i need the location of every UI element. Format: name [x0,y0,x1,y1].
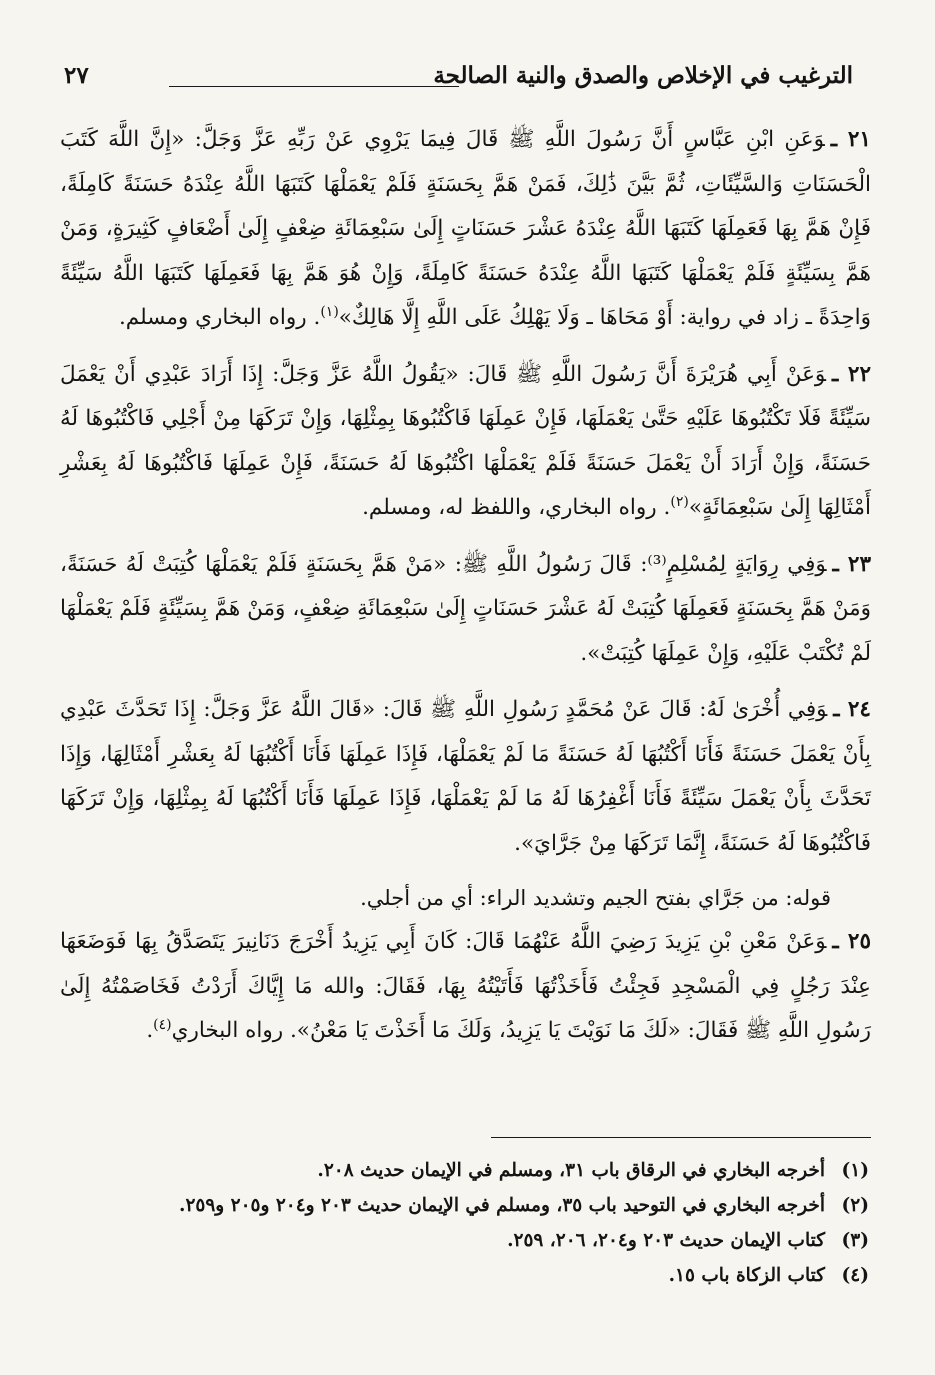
hadith-text: وَعَنِ ابْنِ عَبَّاسٍ أَنَّ رَسُولَ اللَّهِ ﷺ قَالَ فِيمَا يَرْوِي عَنْ رَبِّهِ عَزَّ وَجَلَّ: «إِنَّ اللَّهَ كَتَبَ الْحَسَنَاتِ وَالسَّيِّئَاتِ، ثُمَّ بَيَّنَ ذَٰلِكَ، فَمَنْ هَمَّ بِحَسَنَةٍ فَلَمْ يَعْمَلْهَا كَتَبَهَا اللَّهُ عِنْدَهُ حَسَنَةً كَامِلَةً، فَإِنْ هَمَّ بِهَا فَعَمِلَهَا كَتَبَهَا اللَّهُ عِنْدَهُ عَشْرَ حَسَنَاتٍ إِلَىٰ سَبْعِمَائَةِ ضِعْفٍ إِلَىٰ أَضْعَافٍ كَثِيرَةٍ، وَمَنْ هَمَّ بِسَيِّئَةٍ فَلَمْ يَعْمَلْهَا كَتَبَهَا اللَّهُ عِنْدَهُ حَسَنَةً كَامِلَةً، وَإِنْ هُوَ هَمَّ بِهَا فَعَمِلَهَا كَتَبَهَا اللَّهُ سَيِّئَةً وَاحِدَةً ـ زاد في رواية: أَوْ مَحَاهَا ـ وَلَا يَهْلِكُ عَلَى اللَّهِ إِلَّا هَالِكٌ» [60,127,871,330]
hadith-text: وَفِي أُخْرَىٰ لَهُ: قَالَ عَنْ مُحَمَّدٍ رَسُولِ اللَّهِ ﷺ قَالَ: «قَالَ اللَّهُ عَزَّ وَجَلَّ: إِذَا تَحَدَّثَ عَبْدِي بِأَنْ يَعْمَلَ حَسَنَةً فَأَنَا أَكْتُبُهَا لَهُ حَسَنَةً مَا لَمْ يَعْمَلْهَا، فَإِذَا عَمِلَهَا فَأَنَا أَكْتُبُهَا لَهُ بِعَشْرِ أَمْثَالِهَا، وَإِذَا تَحَدَّثَ بِأَنْ يَعْمَلَ سَيِّئَةً فَأَنَا أَغْفِرُهَا لَهُ مَا لَمْ يَعْمَلْهَا، فَإِذَا عَمِلَهَا فَأَنَا أَكْتُبُهَا لَهُ بِمِثْلِهَا، وَإِنْ تَرَكَهَا فَاكْتُبُوهَا لَهُ حَسَنَةً، إِنَّمَا تَرَكَهَا مِنْ جَرَّايَ». [60,697,871,856]
hadith-22 [60,353,871,531]
hadith-number: ٢٤ ـ [833,697,871,722]
footnote-text: كتاب الإيمان حديث ٢٠٣ و٢٠٤، ٢٠٦، ٢٥٩. [507,1230,825,1251]
hadith-21 [60,118,871,341]
footnote-ref: (١) [320,303,339,320]
hadith-number: ٢٢ ـ [832,361,871,387]
page-number: ٢٧ [64,62,89,89]
hadith-number: ٢١ ـ [830,127,871,152]
hadith-number: ٢٥ ـ [832,929,871,954]
footnotes [90,1153,869,1293]
footnote-text: أخرجه البخاري في الرقاق باب ٣١، ومسلم في الإيمان حديث ٢٠٨. [317,1160,825,1181]
hadith-24 [60,688,871,866]
hadith-source: . رواه البخاري ومسلم. [118,305,321,330]
footnote-2 [90,1188,869,1223]
explanatory-note: قوله: من جَرَّاي بفتح الجيم وتشديد الراء: أي من أجلي. [360,886,831,910]
footnote-3 [90,1223,869,1258]
header-rule [169,86,459,87]
hadith-text: وَعَنْ أَبِي هُرَيْرَةَ أَنَّ رَسُولَ اللَّهِ ﷺ قَالَ: «يَقُولُ اللَّهُ عَزَّ وَجَلَّ: إِذَا أَرَادَ عَبْدِي أَنْ يَعْمَلَ سَيِّئَةً فَلَا تَكْتُبُوهَا عَلَيْهِ حَتَّىٰ يَعْمَلَهَا، فَإِنْ عَمِلَهَا فَاكْتُبُوهَا بِمِثْلِهَا، وَإِنْ تَرَكَهَا مِنْ أَجْلِي فَاكْتُبُوهَا لَهُ حَسَنَةً، وَإِنْ أَرَادَ أَنْ يَعْمَلَ حَسَنَةً فَلَمْ يَعْمَلْهَا اكْتُبُوهَا لَهُ حَسَنَةً، فَإِنْ عَمِلَهَا فَاكْتُبُوهَا لَهُ بِعَشْرِ أَمْثَالِهَا إِلَىٰ سَبْعِمَائَةٍ» [60,361,871,520]
hadith-text: وَفِي رِوَايَةٍ لِمُسْلِمٍ⁽³⁾: قَالَ رَسُولُ اللَّهِ ﷺ: «مَنْ هَمَّ بِحَسَنَةٍ فَلَمْ يَعْمَلْهَا كُتِبَتْ لَهُ حَسَنَةً، وَمَنْ هَمَّ بِحَسَنَةٍ فَعَمِلَهَا كُتِبَتْ لَهُ عَشْرَ حَسَنَاتٍ إِلَىٰ سَبْعِمَائَةِ ضِعْفٍ، وَمَنْ هَمَّ بِسَيِّئَةٍ فَلَمْ يَعْمَلْهَا لَمْ تُكْتَبْ عَلَيْهِ، وَإِنْ عَمِلَهَا كُتِبَتْ». [60,551,871,666]
footnote-text: كتاب الزكاة باب ١٥. [668,1265,825,1286]
footnote-number: (٣) [841,1230,869,1251]
footnote-number: (٢) [841,1195,869,1216]
footnote-4 [90,1258,869,1293]
footnote-text: أخرجه البخاري في التوحيد باب ٣٥، ومسلم في الإيمان حديث ٢٠٣ و٢٠٤ و٢٠٥ و٢٥٩. [179,1195,825,1216]
hadith-source: . [146,1018,154,1043]
hadith-text: وَعَنْ مَعْنِ بْنِ يَزِيدَ رَضِيَ اللَّهُ عَنْهُمَا قَالَ: كَانَ أَبِي يَزِيدُ أَخْرَجَ دَنَانِيرَ يَتَصَدَّقُ بِهَا فَوَضَعَهَا عِنْدَ رَجُلٍ فِي الْمَسْجِدِ فَجِئْتُ فَأَخَذْتُهَا فَأَتَيْتُهُ بِهَا، فَقَالَ: والله مَا إِيَّاكَ أَرَدْتُ فَخَاصَمْتُهُ إِلَىٰ رَسُولِ اللَّهِ ﷺ فَقَالَ: «لَكَ مَا نَوَيْتَ يَا يَزِيدُ، وَلَكَ مَا أَخَذْتَ يَا مَعْنُ». رواه البخاري [60,929,871,1043]
footnote-separator [491,1137,871,1138]
main-text [60,118,871,1066]
footnote-ref: (٤) [153,1016,172,1033]
hadith-number: ٢٣ ـ [832,551,871,577]
footnote-number: (٤) [841,1265,869,1286]
hadith-25 [60,920,871,1054]
footnote-number: (١) [841,1160,869,1181]
chapter-title: الترغيب في الإخلاص والصدق والنية الصالحة [433,62,853,89]
footnote-1 [90,1153,869,1188]
footnote-ref: (٢) [670,493,689,510]
hadith-source: . رواه البخاري، واللفظ له، ومسلم. [362,495,671,520]
hadith-23 [60,543,871,677]
running-header [64,62,853,98]
